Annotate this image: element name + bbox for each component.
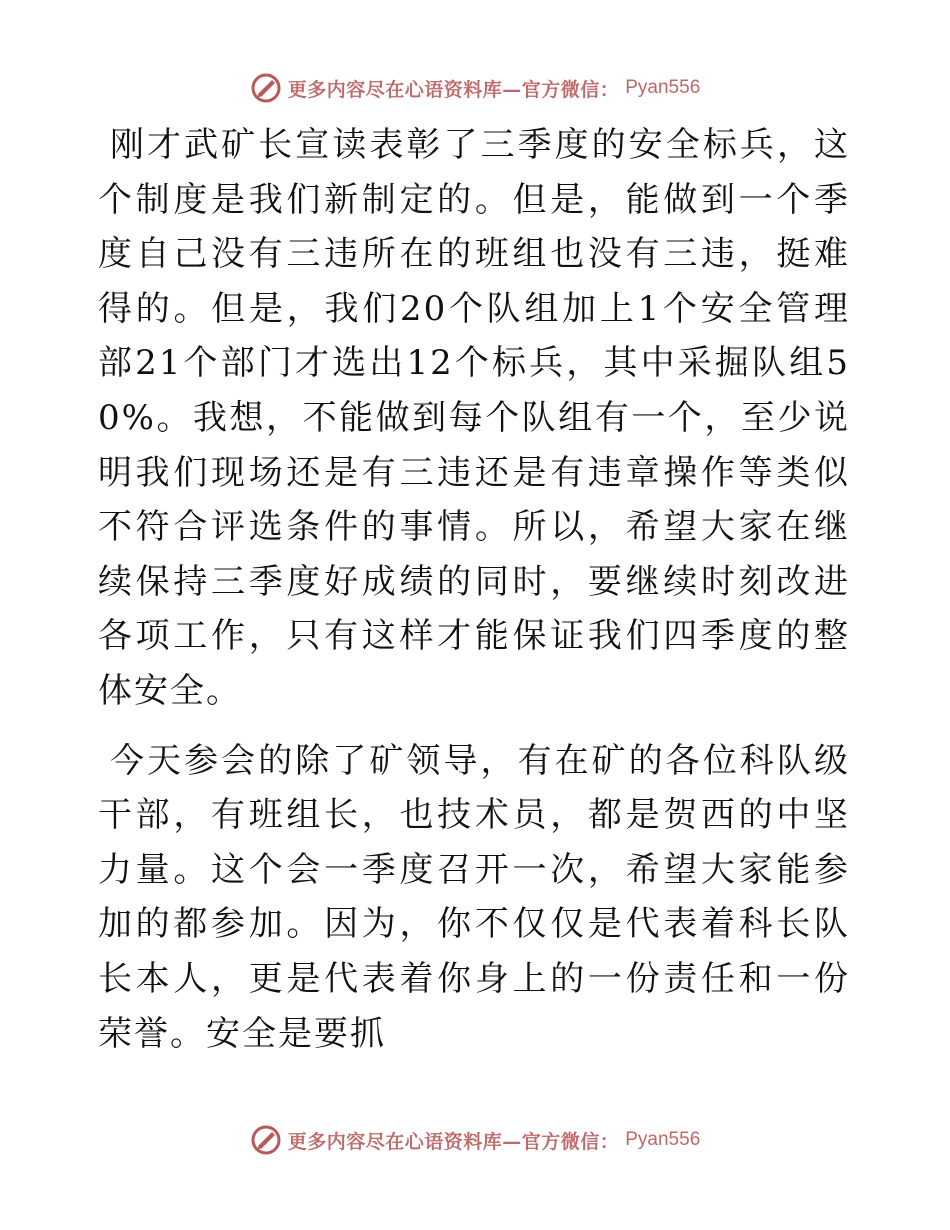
logo-icon: [250, 72, 282, 104]
watermark-text: 更多内容尽在心语资料库—官方微信：: [287, 78, 620, 101]
watermark-text: 更多内容尽在心语资料库—官方微信：: [287, 1130, 620, 1153]
document-body: [98, 118, 850, 1061]
paragraph-2: 今天参会的除了矿领导，有在矿的各位科队级干部，有班组长，也技术员，都是贺西的中坚力量。这个会一季度召开一次，希望大家能参加的都参加。因为，你不仅仅是代表着科长队长本人，更是代表着你身上的一份责任和一份荣誉。安全是要抓: [98, 740, 850, 1054]
paragraph-1: 刚才武矿长宣读表彰了三季度的安全标兵，这个制度是我们新制定的。但是，能做到一个季度自己没有三违所在的班组也没有三违，挺难得的。但是，我们20个队组加上1个安全管理部21个部门才选出12个标兵，其中采掘队组50%。我想，不能做到每个队组有一个，至少说明我们现场还是有三违还是有违章操作等类似不符合评选条件的事情。所以，希望大家在继续保持三季度好成绩的同时，要继续时刻改进各项工作，只有这样才能保证我们四季度的整体安全。: [98, 125, 850, 711]
watermark-wechat-id: Pyan556: [625, 1129, 701, 1150]
footer-watermark: [0, 1124, 950, 1156]
watermark-wechat-id: Pyan556: [625, 77, 701, 98]
header-watermark: [0, 72, 950, 104]
logo-icon: [250, 1124, 282, 1156]
